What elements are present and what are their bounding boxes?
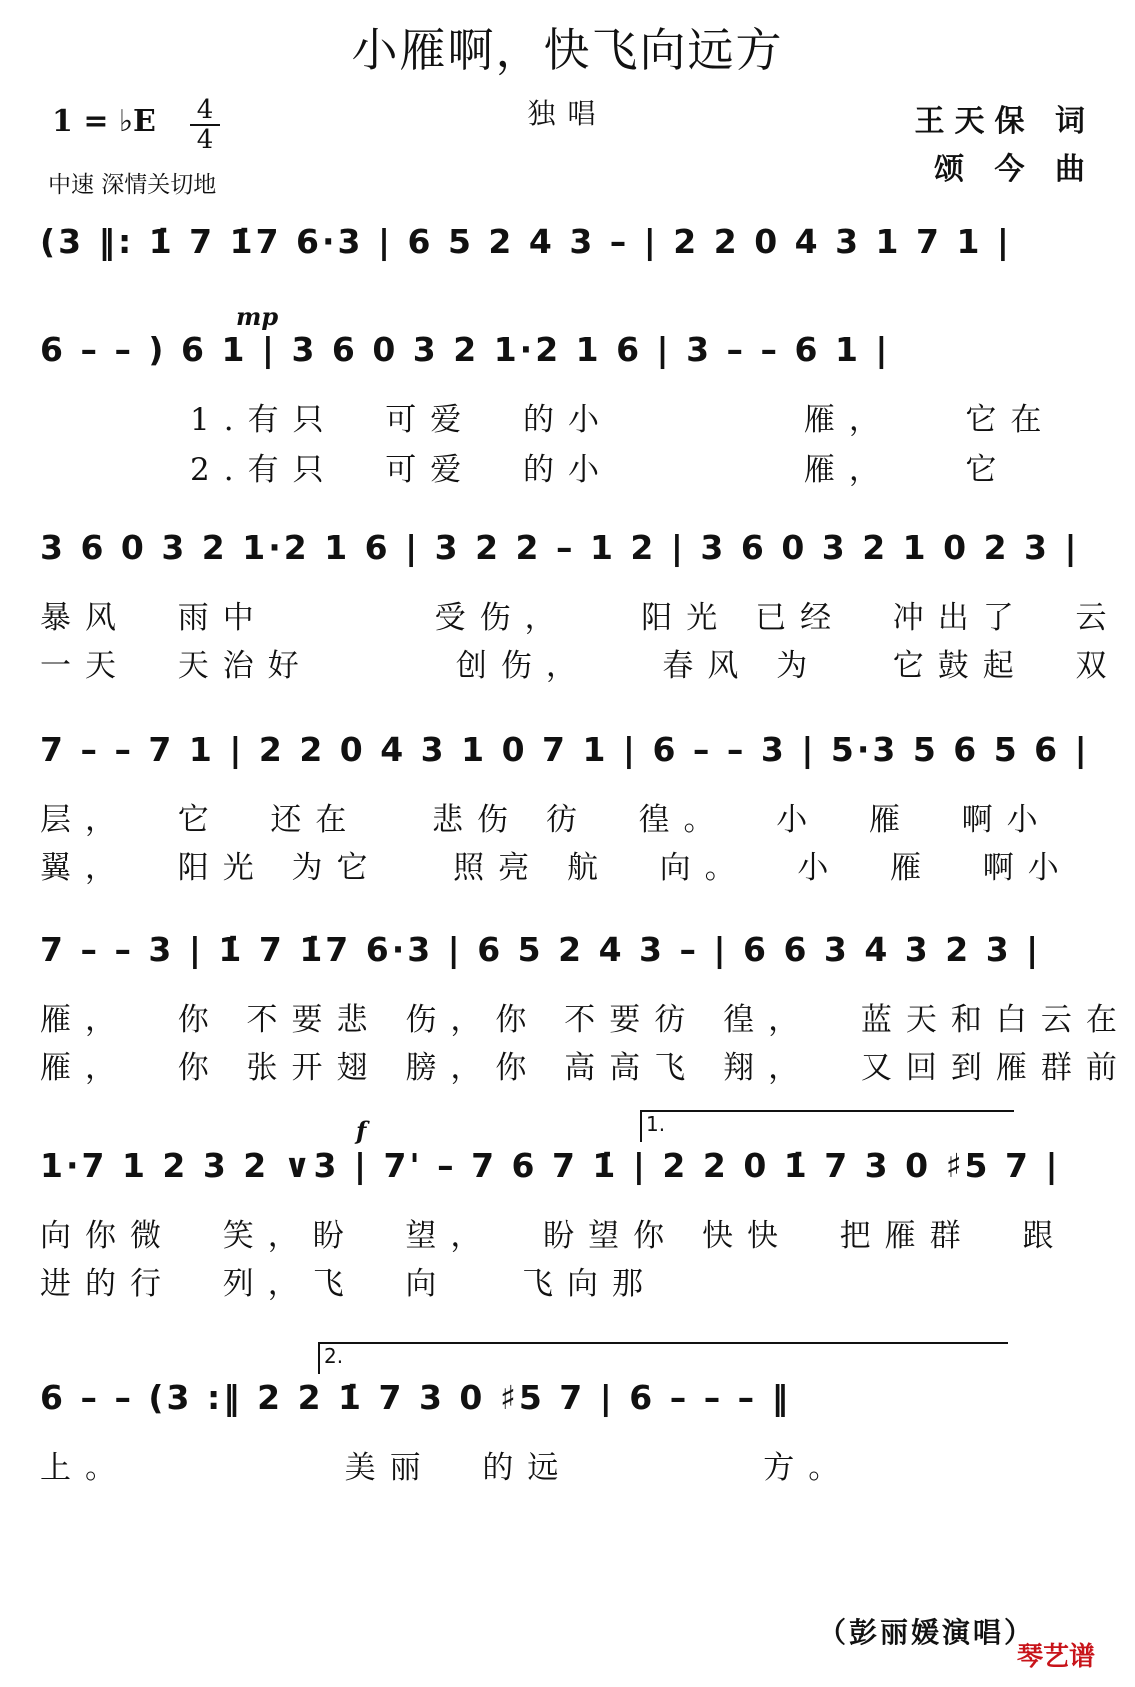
lyric-verse-2: 2.有只 可爱 的小 雁， 它 [190, 452, 1011, 488]
second-ending-bracket: 2. [318, 1342, 1008, 1374]
lyric-verse-1: 向你微 笑，盼 望， 盼望你 快快 把雁群 跟 [40, 1218, 1068, 1254]
first-ending-bracket: 1. [640, 1110, 1014, 1142]
lyric-verse-1: 层， 它 还在 悲伤 彷 徨。 小 雁 啊小 [40, 802, 1052, 838]
meter-bottom: 4 [196, 125, 214, 155]
singer-credit: （彭丽媛演唱） [817, 1616, 1035, 1649]
time-signature [190, 96, 220, 154]
lyricist-credit: 王天保 词 [914, 104, 1095, 139]
notes-line: 1·7 1 2 3 2 ∨3 | 7' – 7 6 7 1̇ | 2 2 0 1̇ 7 3 0 ♯5 7 | [40, 1146, 1061, 1185]
lyric-verse-1: 暴风 雨中 受伤， 阳光 已经 冲出了 云 [40, 600, 1121, 636]
song-title: 小雁啊，快飞向远方 [351, 23, 784, 77]
tempo-marking: 中速 深情关切地 [48, 172, 217, 198]
notes-line: 7 – – 7 1 | 2 2 0 4 3 1 0 7 1 | 6 – – 3 | 5·3 5 6 5 6 | [40, 730, 1090, 769]
lyric-verse-1: 1.有只 可爱 的小 雁， 它在 [190, 402, 1056, 438]
lyric-verse-2: 进的行 列，飞 向 飞向那 [40, 1266, 657, 1302]
composer-credit: 颂 今 曲 [934, 152, 1095, 187]
dynamic-mark: f [356, 1116, 367, 1145]
notes-line: (3 ‖: 1̇ 7 1̇7 6·3 | 6 5 2 4 3 – | 2 2 0 4 3 1 7 1 | [40, 222, 1012, 261]
lyric-final: 上。 美丽 的远 方。 [40, 1450, 854, 1486]
meter-top: 4 [190, 96, 220, 126]
notes-line: 7 – – 3 | 1̇ 7 1̇7 6·3 | 6 5 2 4 3 – | 6 6 3 4 3 2 3 | [40, 930, 1042, 969]
performance-type: 独唱 [527, 97, 608, 130]
notes-line: 3 6 0 3 2 1·2 1 6 | 3 2 2 – 1 2 | 3 6 0 3 2 1 0 2 3 | [40, 528, 1080, 567]
notes-line: 6 – – ) 6 1 | 3 6 0 3 2 1·2 1 6 | 3 – – 6 1 | [40, 330, 891, 369]
notes-line: 6 – – (3 :‖ 2 2 1̇ 7 3 0 ♯5 7 | 6 – – – ‖ [40, 1378, 792, 1417]
lyric-verse-2: 翼， 阳光 为它 照亮 航 向。 小 雁 啊小 [40, 850, 1073, 886]
lyric-verse-2: 雁， 你 张开翅 膀，你 高高飞 翔， 又回到雁群前 [40, 1050, 1131, 1086]
lyric-verse-1: 雁， 你 不要悲 伤，你 不要彷 徨， 蓝天和白云在 [40, 1002, 1131, 1038]
lyric-verse-2: 一天 天治好 创伤， 春风 为 它鼓起 双 [40, 648, 1121, 684]
site-watermark: 琴艺谱 [1016, 1642, 1095, 1672]
dynamic-mark: mp [236, 302, 279, 331]
key-signature: 1 = ♭E [52, 104, 156, 139]
